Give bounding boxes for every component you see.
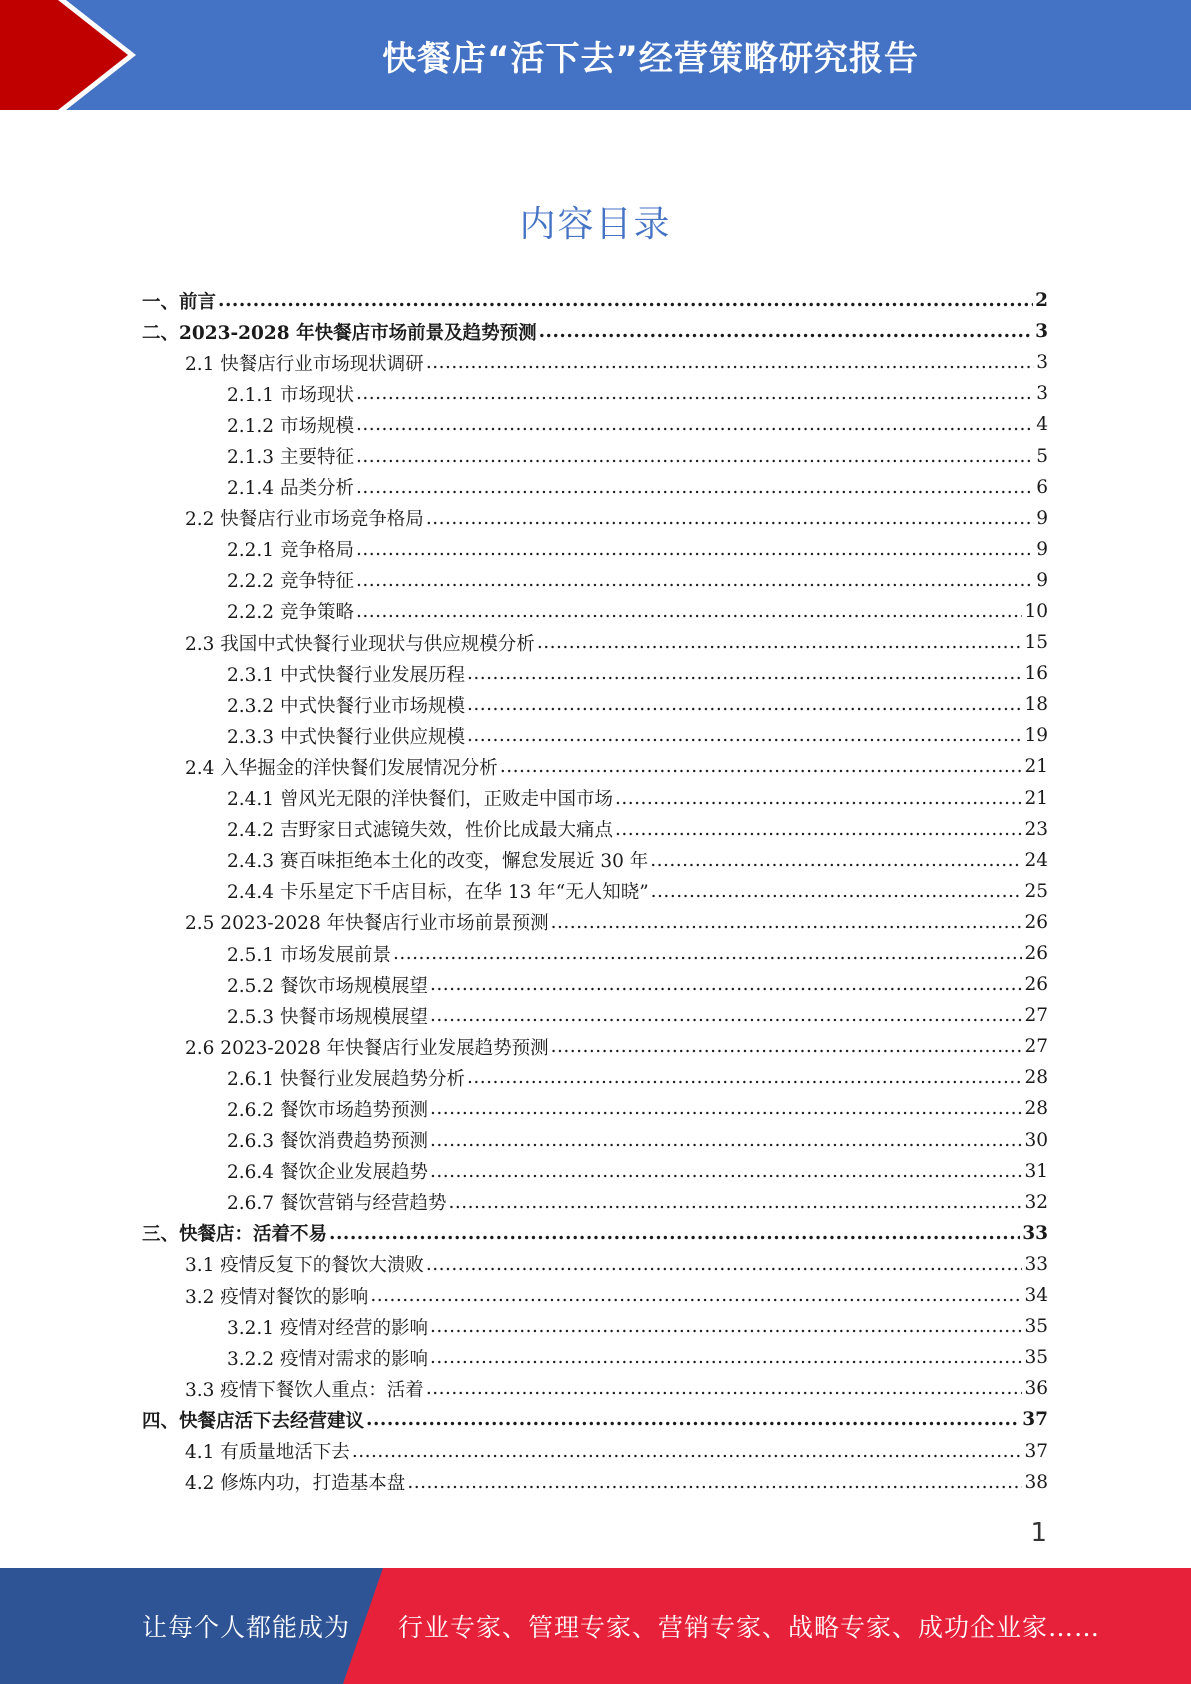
toc-dot-leader xyxy=(426,1254,1023,1275)
toc-entry-label: 3.2 疫情对餐饮的影响 xyxy=(185,1286,369,1308)
toc-entry-page: 18 xyxy=(1024,694,1048,716)
toc-entry[interactable] xyxy=(142,689,1048,720)
toc-entry[interactable] xyxy=(142,503,1048,534)
toc-entry-label: 2.2.2 竞争特征 xyxy=(227,571,354,593)
toc-entry-page: 3 xyxy=(1036,383,1048,405)
toc-entry[interactable] xyxy=(142,938,1048,969)
toc-dot-leader xyxy=(356,383,1034,404)
toc-entry-page: 24 xyxy=(1024,849,1048,871)
footer-slogan-right: 行业专家、管理专家、营销专家、战略专家、成功企业家…… xyxy=(398,1613,1101,1642)
toc-entry-label: 2.1.4 品类分析 xyxy=(227,478,354,500)
toc-dot-leader xyxy=(650,850,1022,871)
report-title: 快餐店“活下去”经营策略研究报告 xyxy=(382,38,919,79)
toc-dot-leader xyxy=(407,1472,1022,1493)
toc-entry-page: 9 xyxy=(1036,507,1048,529)
toc-entry-label: 2.4.2 吉野家日式滤镜失效，性价比成最大痛点 xyxy=(227,820,613,842)
toc-dot-leader xyxy=(467,663,1022,684)
toc-entry-page: 10 xyxy=(1024,600,1048,622)
toc-entry-label: 2.3.1 中式快餐行业发展历程 xyxy=(227,664,465,686)
toc-dot-leader xyxy=(329,1223,1020,1244)
toc-entry-label: 2.6.2 餐饮市场趋势预测 xyxy=(227,1099,428,1121)
toc-entry[interactable] xyxy=(142,534,1048,565)
toc-entry-label: 2.3.3 中式快餐行业供应规模 xyxy=(227,726,465,748)
toc-dot-leader xyxy=(356,570,1034,591)
toc-entry[interactable] xyxy=(142,814,1048,845)
toc-dot-leader xyxy=(467,1067,1022,1088)
toc-entry[interactable] xyxy=(142,440,1048,471)
toc-dot-leader xyxy=(615,819,1022,840)
toc-entry[interactable] xyxy=(142,845,1048,876)
footer-slogan-left: 让每个人都能成为 xyxy=(142,1613,351,1642)
toc-entry[interactable] xyxy=(142,658,1048,689)
toc-entry-label: 3.2.1 疫情对经营的影响 xyxy=(227,1317,428,1339)
toc-entry[interactable] xyxy=(142,1435,1048,1466)
toc-entry-page: 28 xyxy=(1024,1098,1048,1120)
toc-entry-label: 三、快餐店：活着不易 xyxy=(142,1224,328,1246)
toc-entry[interactable] xyxy=(142,1467,1048,1498)
toc-dot-leader xyxy=(430,1347,1022,1368)
toc-entry[interactable] xyxy=(142,720,1048,751)
toc-entry-page: 5 xyxy=(1036,445,1048,467)
toc-entry-page: 34 xyxy=(1024,1285,1048,1307)
toc-entry-label: 2.5.1 市场发展前景 xyxy=(227,944,391,966)
toc-dot-leader xyxy=(356,539,1034,560)
toc-dot-leader xyxy=(537,632,1023,653)
toc-dot-leader xyxy=(467,694,1022,715)
toc-dot-leader xyxy=(426,1378,1023,1399)
toc-dot-leader xyxy=(430,1130,1022,1151)
toc-entry-label: 2.4.1 曾风光无限的洋快餐们，正败走中国市场 xyxy=(227,789,613,811)
toc-entry-label: 2.4.4 卡乐星定下千店目标，在华 13 年“无人知晓” xyxy=(227,882,649,904)
toc-dot-leader xyxy=(393,943,1022,964)
toc-dot-leader xyxy=(426,352,1034,373)
toc-dot-leader xyxy=(218,290,1033,311)
toc-entry[interactable] xyxy=(142,1404,1048,1435)
toc-entry[interactable] xyxy=(142,1156,1048,1187)
toc-entry[interactable] xyxy=(142,1249,1048,1280)
toc-entry-label: 3.3 疫情下餐饮人重点：活着 xyxy=(185,1379,424,1401)
toc-entry-label: 2.1.1 市场现状 xyxy=(227,384,354,406)
toc-entry[interactable] xyxy=(142,1342,1048,1373)
toc-entry-page: 26 xyxy=(1024,911,1048,933)
toc-dot-leader xyxy=(551,1036,1023,1057)
toc-entry[interactable] xyxy=(142,596,1048,627)
toc-entry-page: 36 xyxy=(1024,1378,1048,1400)
toc-entry-page: 28 xyxy=(1024,1067,1048,1089)
toc-dot-leader xyxy=(430,1161,1022,1182)
toc-entry-page: 35 xyxy=(1024,1316,1048,1338)
toc-entry-page: 33 xyxy=(1024,1253,1048,1275)
toc-entry-page: 9 xyxy=(1036,569,1048,591)
toc-entry-label: 四、快餐店活下去经营建议 xyxy=(142,1410,365,1432)
toc-entry-label: 2.3 我国中式快餐行业现状与供应规模分析 xyxy=(185,633,535,655)
toc-entry-label: 4.1 有质量地活下去 xyxy=(185,1442,350,1464)
toc-entry-page: 9 xyxy=(1036,538,1048,560)
toc-entry[interactable] xyxy=(142,969,1048,1000)
toc-entry-page: 31 xyxy=(1024,1160,1048,1182)
toc-entry[interactable] xyxy=(142,1311,1048,1342)
toc-entry-page: 37 xyxy=(1024,1440,1048,1462)
toc-entry[interactable] xyxy=(142,876,1048,907)
toc-entry-label: 2.2 快餐店行业市场竞争格局 xyxy=(185,509,424,531)
toc-entry[interactable] xyxy=(142,565,1048,596)
toc-entry-page: 37 xyxy=(1022,1409,1048,1431)
toc-entry-page: 27 xyxy=(1024,1005,1048,1027)
toc-dot-leader xyxy=(551,912,1023,933)
toc-dot-leader xyxy=(370,1285,1022,1306)
toc-entry[interactable] xyxy=(142,316,1048,347)
toc-entry-page: 19 xyxy=(1024,725,1048,747)
toc-entry-label: 2.3.2 中式快餐行业市场规模 xyxy=(227,695,465,717)
toc-entry-page: 35 xyxy=(1024,1347,1048,1369)
toc-entry-page: 4 xyxy=(1036,414,1048,436)
toc-entry-label: 2.6.3 餐饮消费趋势预测 xyxy=(227,1131,428,1153)
toc-entry-label: 2.5 2023-2028 年快餐店行业市场前景预测 xyxy=(185,913,549,935)
toc-entry-page: 3 xyxy=(1035,321,1048,343)
toc-dot-leader xyxy=(539,321,1034,342)
toc-dot-leader xyxy=(448,1192,1022,1213)
toc-entry-label: 2.1.2 市场规模 xyxy=(227,415,354,437)
toc-entry-page: 21 xyxy=(1024,756,1048,778)
toc-entry-label: 2.6.7 餐饮营销与经营趋势 xyxy=(227,1193,447,1215)
toc-entry[interactable] xyxy=(142,347,1048,378)
toc-entry-page: 15 xyxy=(1024,632,1048,654)
table-of-contents xyxy=(142,285,1048,1498)
toc-entry-label: 2.4 入华掘金的洋快餐们发展情况分析 xyxy=(185,757,498,779)
toc-entry[interactable] xyxy=(142,751,1048,782)
page-number: 1 xyxy=(1030,1518,1047,1548)
toc-heading: 内容目录 xyxy=(519,204,672,245)
toc-dot-leader xyxy=(500,756,1023,777)
page-header xyxy=(0,0,1191,110)
toc-entry-label: 2.6 2023-2028 年快餐店行业发展趋势预测 xyxy=(185,1037,549,1059)
toc-entry-label: 3.1 疫情反复下的餐饮大溃败 xyxy=(185,1255,424,1277)
toc-entry-label: 2.6.4 餐饮企业发展趋势 xyxy=(227,1162,428,1184)
page-footer xyxy=(0,1568,1191,1684)
toc-entry[interactable] xyxy=(142,1125,1048,1156)
toc-entry-page: 25 xyxy=(1024,880,1048,902)
toc-dot-leader xyxy=(366,1409,1020,1430)
toc-entry-label: 2.2.2 竞争策略 xyxy=(227,602,354,624)
toc-entry[interactable] xyxy=(142,1031,1048,1062)
toc-entry-label: 二、2023-2028 年快餐店市场前景及趋势预测 xyxy=(142,322,537,344)
toc-entry-page: 21 xyxy=(1024,787,1048,809)
toc-entry-page: 27 xyxy=(1024,1036,1048,1058)
toc-dot-leader xyxy=(430,1005,1022,1026)
toc-entry-label: 2.1 快餐店行业市场现状调研 xyxy=(185,353,424,375)
toc-entry[interactable] xyxy=(142,1218,1048,1249)
toc-entry-label: 2.4.3 赛百味拒绝本土化的改变，懈怠发展近 30 年 xyxy=(227,851,649,873)
toc-entry[interactable] xyxy=(142,1000,1048,1031)
toc-entry-page: 23 xyxy=(1024,818,1048,840)
toc-entry[interactable] xyxy=(142,285,1048,316)
toc-entry-page: 30 xyxy=(1024,1129,1048,1151)
toc-entry-page: 32 xyxy=(1024,1191,1048,1213)
toc-dot-leader xyxy=(651,881,1023,902)
toc-dot-leader xyxy=(356,414,1034,435)
toc-entry-label: 2.6.1 快餐行业发展趋势分析 xyxy=(227,1068,465,1090)
toc-entry-page: 26 xyxy=(1024,974,1048,996)
toc-entry-label: 2.5.3 快餐市场规模展望 xyxy=(227,1006,428,1028)
toc-dot-leader xyxy=(615,788,1022,809)
toc-entry[interactable] xyxy=(142,907,1048,938)
toc-entry-page: 16 xyxy=(1024,663,1048,685)
toc-entry[interactable] xyxy=(142,472,1048,503)
toc-entry[interactable] xyxy=(142,627,1048,658)
toc-entry[interactable] xyxy=(142,378,1048,409)
toc-entry-label: 4.2 修炼内功，打造基本盘 xyxy=(185,1473,406,1495)
toc-entry[interactable] xyxy=(142,1187,1048,1218)
toc-entry[interactable] xyxy=(142,409,1048,440)
toc-entry[interactable] xyxy=(142,1093,1048,1124)
toc-entry-page: 33 xyxy=(1022,1222,1048,1244)
toc-entry-page: 2 xyxy=(1035,290,1048,312)
toc-dot-leader xyxy=(430,1316,1022,1337)
toc-entry-page: 38 xyxy=(1024,1471,1048,1493)
toc-dot-leader xyxy=(356,446,1034,467)
toc-entry[interactable] xyxy=(142,1280,1048,1311)
toc-dot-leader xyxy=(430,1098,1022,1119)
toc-entry-label: 2.5.2 餐饮市场规模展望 xyxy=(227,975,428,997)
toc-dot-leader xyxy=(467,725,1022,746)
toc-entry-label: 2.2.1 竞争格局 xyxy=(227,540,354,562)
toc-entry-label: 3.2.2 疫情对需求的影响 xyxy=(227,1348,428,1370)
toc-entry[interactable] xyxy=(142,1062,1048,1093)
toc-dot-leader xyxy=(356,601,1023,622)
toc-entry[interactable] xyxy=(142,783,1048,814)
toc-dot-leader xyxy=(430,974,1022,995)
toc-entry-label: 2.1.3 主要特征 xyxy=(227,447,354,469)
toc-entry-label: 一、前言 xyxy=(142,291,217,313)
toc-entry-page: 6 xyxy=(1036,476,1048,498)
toc-dot-leader xyxy=(352,1441,1023,1462)
toc-entry[interactable] xyxy=(142,1373,1048,1404)
toc-dot-leader xyxy=(426,508,1034,529)
toc-dot-leader xyxy=(356,477,1034,498)
toc-entry-page: 26 xyxy=(1024,943,1048,965)
toc-entry-page: 3 xyxy=(1036,352,1048,374)
